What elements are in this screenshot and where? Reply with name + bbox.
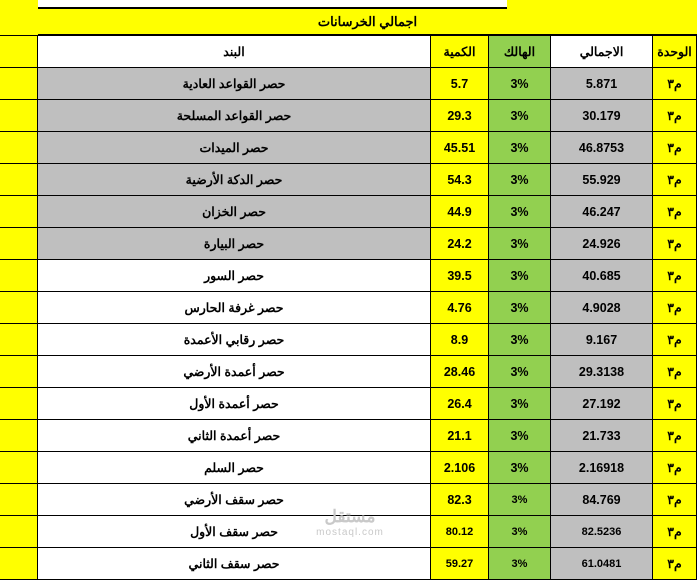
table-row xyxy=(0,132,697,164)
cell-unit: م٣ xyxy=(653,132,697,164)
cell-item: حصر رقابي الأعمدة xyxy=(38,324,431,356)
cell-unit: م٣ xyxy=(653,388,697,420)
cell-waste: 3% xyxy=(489,196,551,228)
cell-waste: 3% xyxy=(489,228,551,260)
cell-waste: 3% xyxy=(489,324,551,356)
cell-waste: 3% xyxy=(489,68,551,100)
table-row xyxy=(0,164,697,196)
cell-quantity: 28.46 xyxy=(431,356,489,388)
cell-unit: م٣ xyxy=(653,516,697,548)
cell-quantity: 24.2 xyxy=(431,228,489,260)
column-header-quantity: الكمية xyxy=(431,36,489,68)
table-row xyxy=(0,100,697,132)
cell-waste: 3% xyxy=(489,548,551,580)
row-right-margin xyxy=(0,324,38,356)
row-right-margin xyxy=(0,516,38,548)
cell-waste: 3% xyxy=(489,452,551,484)
cell-item: حصر سقف الثاني xyxy=(38,548,431,580)
concrete-summary-table xyxy=(0,35,697,580)
row-right-margin xyxy=(0,260,38,292)
table-row xyxy=(0,548,697,580)
cell-waste: 3% xyxy=(489,260,551,292)
column-header-waste: الهالك xyxy=(489,36,551,68)
cell-unit: م٣ xyxy=(653,228,697,260)
top-strip-right xyxy=(0,0,38,9)
cell-quantity: 59.27 xyxy=(431,548,489,580)
cell-quantity: 4.76 xyxy=(431,292,489,324)
cell-waste: 3% xyxy=(489,420,551,452)
cell-total: 40.685 xyxy=(551,260,653,292)
cell-total: 61.0481 xyxy=(551,548,653,580)
cell-total: 30.179 xyxy=(551,100,653,132)
cell-total: 9.167 xyxy=(551,324,653,356)
cell-item: حصر أعمدة الأرضي xyxy=(38,356,431,388)
cell-quantity: 5.7 xyxy=(431,68,489,100)
cell-unit: م٣ xyxy=(653,484,697,516)
cell-item: حصر غرفة الحارس xyxy=(38,292,431,324)
row-right-margin xyxy=(0,68,38,100)
top-strip-middle xyxy=(38,0,507,9)
row-right-margin xyxy=(0,388,38,420)
cell-unit: م٣ xyxy=(653,68,697,100)
cell-quantity: 82.3 xyxy=(431,484,489,516)
cell-item: حصر القواعد العادية xyxy=(38,68,431,100)
cell-waste: 3% xyxy=(489,100,551,132)
cell-quantity: 8.9 xyxy=(431,324,489,356)
header-right-margin xyxy=(0,36,38,68)
cell-item: حصر السور xyxy=(38,260,431,292)
cell-item: حصر أعمدة الثاني xyxy=(38,420,431,452)
cell-item: حصر السلم xyxy=(38,452,431,484)
table-row xyxy=(0,420,697,452)
cell-item: حصر سقف الأول xyxy=(38,516,431,548)
row-right-margin xyxy=(0,452,38,484)
cell-quantity: 29.3 xyxy=(431,100,489,132)
cell-total: 24.926 xyxy=(551,228,653,260)
table-body xyxy=(0,68,697,580)
row-right-margin xyxy=(0,420,38,452)
cell-unit: م٣ xyxy=(653,260,697,292)
cell-quantity: 54.3 xyxy=(431,164,489,196)
cell-unit: م٣ xyxy=(653,100,697,132)
table-row xyxy=(0,292,697,324)
cell-item: حصر الميدات xyxy=(38,132,431,164)
cell-total: 5.871 xyxy=(551,68,653,100)
row-right-margin xyxy=(0,484,38,516)
watermark-main: مستقل xyxy=(324,507,376,526)
cell-unit: م٣ xyxy=(653,356,697,388)
cell-unit: م٣ xyxy=(653,292,697,324)
watermark-sub: mostaql.com xyxy=(316,526,384,538)
cell-total: 46.247 xyxy=(551,196,653,228)
table-row xyxy=(0,324,697,356)
cell-total: 29.3138 xyxy=(551,356,653,388)
table-header-row xyxy=(0,36,697,68)
table-row xyxy=(0,516,697,548)
cell-waste: 3% xyxy=(489,484,551,516)
top-strip xyxy=(0,0,697,9)
cell-item: حصر الدكة الأرضية xyxy=(38,164,431,196)
cell-waste: 3% xyxy=(489,132,551,164)
row-right-margin xyxy=(0,228,38,260)
table-row xyxy=(0,484,697,516)
cell-quantity: 44.9 xyxy=(431,196,489,228)
cell-waste: 3% xyxy=(489,388,551,420)
cell-total: 55.929 xyxy=(551,164,653,196)
table-row xyxy=(0,452,697,484)
cell-unit: م٣ xyxy=(653,164,697,196)
column-header-total: الاجمالي xyxy=(551,36,653,68)
cell-waste: 3% xyxy=(489,164,551,196)
row-right-margin xyxy=(0,164,38,196)
cell-quantity: 39.5 xyxy=(431,260,489,292)
cell-total: 82.5236 xyxy=(551,516,653,548)
cell-unit: م٣ xyxy=(653,324,697,356)
cell-total: 21.733 xyxy=(551,420,653,452)
table-row xyxy=(0,196,697,228)
column-header-unit: الوحدة xyxy=(653,36,697,68)
column-header-item: البند xyxy=(38,36,431,68)
row-right-margin xyxy=(0,132,38,164)
cell-unit: م٣ xyxy=(653,452,697,484)
cell-waste: 3% xyxy=(489,356,551,388)
table-row xyxy=(0,356,697,388)
row-right-margin xyxy=(0,100,38,132)
cell-waste: 3% xyxy=(489,292,551,324)
table-row xyxy=(0,228,697,260)
cell-waste: 3% xyxy=(489,516,551,548)
cell-item: حصر الخزان xyxy=(38,196,431,228)
cell-unit: م٣ xyxy=(653,548,697,580)
row-right-margin xyxy=(0,356,38,388)
cell-unit: م٣ xyxy=(653,196,697,228)
page-title: اجمالي الخرسانات xyxy=(38,9,697,35)
cell-total: 2.16918 xyxy=(551,452,653,484)
row-right-margin xyxy=(0,292,38,324)
cell-total: 46.8753 xyxy=(551,132,653,164)
cell-total: 4.9028 xyxy=(551,292,653,324)
title-right-margin xyxy=(0,9,38,35)
title-row xyxy=(0,9,697,35)
cell-unit: م٣ xyxy=(653,420,697,452)
cell-item: حصر أعمدة الأول xyxy=(38,388,431,420)
table-row xyxy=(0,388,697,420)
cell-quantity: 26.4 xyxy=(431,388,489,420)
table-row xyxy=(0,260,697,292)
cell-quantity: 45.51 xyxy=(431,132,489,164)
cell-item: حصر القواعد المسلحة xyxy=(38,100,431,132)
table-row xyxy=(0,68,697,100)
cell-total: 84.769 xyxy=(551,484,653,516)
cell-quantity: 80.12 xyxy=(431,516,489,548)
cell-item: حصر سقف الأرضي xyxy=(38,484,431,516)
cell-total: 27.192 xyxy=(551,388,653,420)
row-right-margin xyxy=(0,548,38,580)
cell-quantity: 2.106 xyxy=(431,452,489,484)
row-right-margin xyxy=(0,196,38,228)
cell-quantity: 21.1 xyxy=(431,420,489,452)
cell-item: حصر البيارة xyxy=(38,228,431,260)
top-strip-left xyxy=(507,0,697,9)
